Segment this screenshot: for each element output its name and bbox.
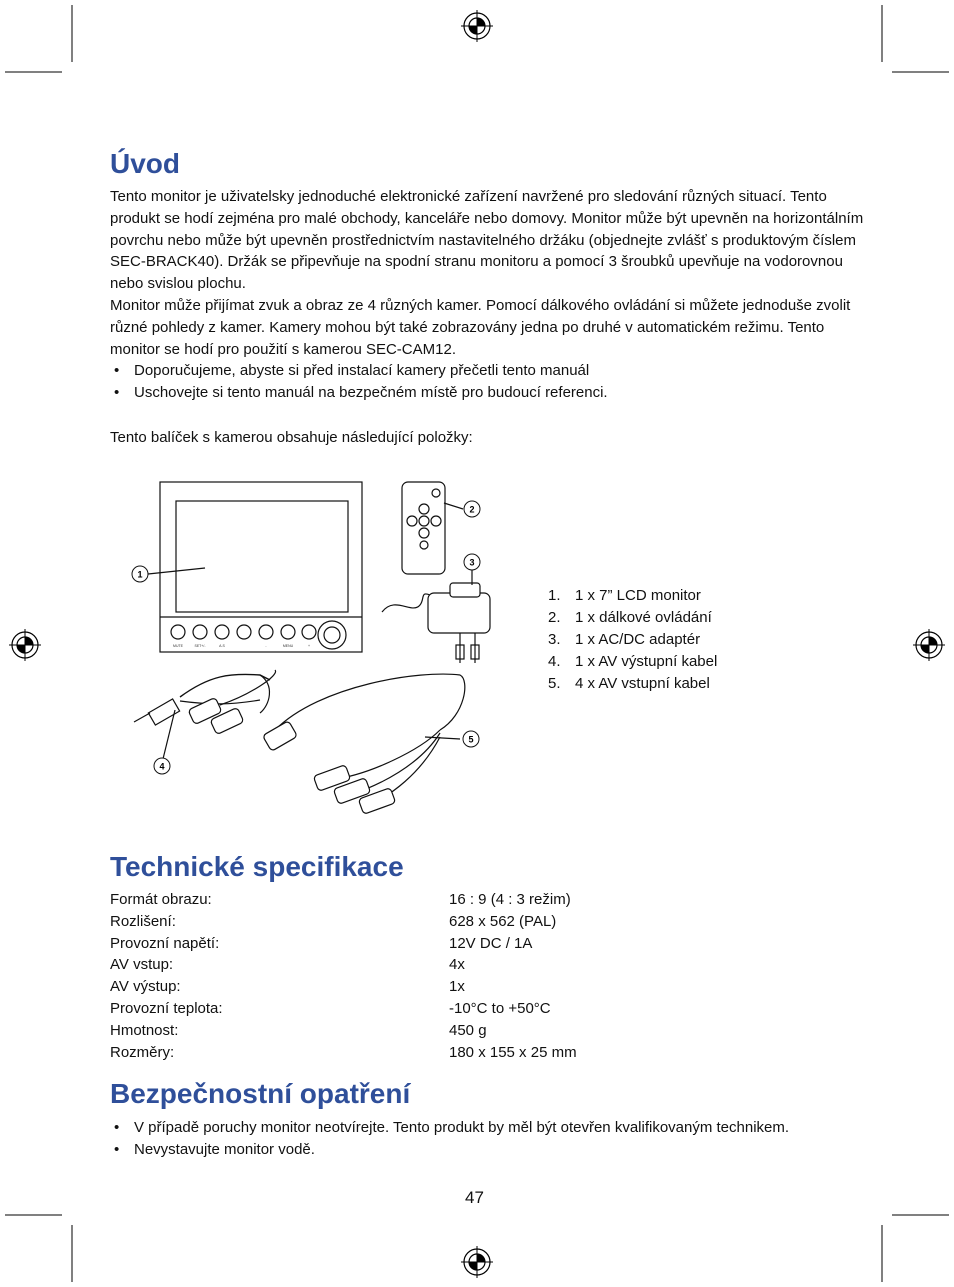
spec-value: 1x bbox=[449, 978, 465, 996]
package-item-number: 4. bbox=[548, 653, 561, 670]
spec-row bbox=[110, 976, 577, 998]
spec-row bbox=[110, 1020, 577, 1042]
package-item-number: 5. bbox=[548, 675, 561, 692]
intro-paragraph-2: Monitor může přijímat zvuk a obraz ze 4 různých kamer. Pomocí dálkového ovládání si můžete jednoduše zvolit různé pohledy z kamer. Kamery mohou být také zobrazovány jedna po druhé v automatickém režimu. Tento monitor se hodí pro použití s kamerou SEC-CAM12. bbox=[110, 296, 851, 358]
specs-heading: Technické specifikace bbox=[110, 851, 404, 882]
package-item-text: 4 x AV vstupní kabel bbox=[575, 675, 710, 692]
spec-value: 4x bbox=[449, 956, 465, 974]
intro-paragraph-1: Tento monitor je uživatelsky jednoduché elektronické zařízení navržené pro sledování různých situací. Tento produkt se hodí zejména pro malé obchody, kanceláře nebo domovy. Monitor může být upevněn na horizontálním povrchu nebo může být upevněn prostřednictvím nastavitelného držáku (objednejte zvlášť s produktovým číslem SEC-BRACK40). Držák se připevňuje na spodní stranu monitoru a pomocí 3 šroubků upevňuje na vodorovnou nebo svislou plochu. bbox=[110, 188, 864, 293]
spec-row bbox=[110, 998, 577, 1020]
monitor-button-label: + bbox=[307, 644, 311, 648]
package-item-text: 1 x AC/DC adaptér bbox=[575, 631, 701, 648]
callout-5 bbox=[463, 731, 479, 747]
spec-value: 450 g bbox=[449, 1021, 487, 1039]
spec-value: 628 x 562 (PAL) bbox=[449, 912, 557, 930]
spec-value: 180 x 155 x 25 mm bbox=[449, 1043, 577, 1061]
package-item-number: 3. bbox=[548, 631, 561, 648]
spec-row bbox=[110, 889, 577, 911]
package-item-text: 1 x dálkové ovládání bbox=[575, 609, 712, 626]
safety-bullet: • V případě poruchy monitor neotvírejte. Tento produkt by měl být otevřen kvalifikovaným technikem. bbox=[110, 1117, 789, 1139]
callout-2 bbox=[464, 501, 480, 517]
av-input-cable-drawing bbox=[263, 674, 465, 814]
callout-4-label: 4 bbox=[159, 761, 165, 772]
safety-bullet: • Nevystavujte monitor vodě. bbox=[110, 1139, 789, 1161]
package-items-list bbox=[548, 585, 717, 695]
spec-row bbox=[110, 954, 577, 976]
spec-value: -10°C to +50°C bbox=[449, 999, 551, 1017]
spec-row bbox=[110, 911, 577, 933]
spec-row bbox=[110, 1042, 577, 1064]
package-item bbox=[548, 673, 717, 695]
spec-value: 16 : 9 (4 : 3 režim) bbox=[449, 891, 571, 908]
callout-5-label: 5 bbox=[468, 734, 474, 745]
package-item-text: 1 x AV výstupní kabel bbox=[575, 653, 718, 670]
intro-heading: Úvod bbox=[110, 148, 180, 179]
spec-label: AV vstup: bbox=[110, 956, 174, 974]
remote-control-drawing bbox=[402, 482, 445, 574]
intro-text bbox=[110, 186, 870, 360]
callout-3 bbox=[464, 554, 480, 570]
av-output-cable-drawing bbox=[134, 670, 276, 735]
spec-label: Rozměry: bbox=[110, 1043, 175, 1061]
registration-mark-left-icon bbox=[8, 628, 42, 662]
intro-bullet: • Doporučujeme, abyste si před instalací kamery přečetli tento manuál bbox=[110, 360, 608, 382]
spec-label: Formát obrazu: bbox=[110, 891, 212, 908]
lcd-monitor-drawing bbox=[160, 482, 362, 652]
safety-heading: Bezpečnostní opatření bbox=[110, 1078, 411, 1109]
spec-label: Rozlišení: bbox=[110, 912, 176, 930]
package-contents-illustration bbox=[120, 475, 520, 825]
spec-label: Provozní napětí: bbox=[110, 934, 220, 952]
intro-bullet-list bbox=[110, 360, 608, 404]
package-item bbox=[548, 651, 717, 673]
registration-mark-right-icon bbox=[912, 628, 946, 662]
safety-bullet-list bbox=[110, 1117, 789, 1161]
callout-4 bbox=[154, 758, 170, 774]
registration-mark-bottom-icon bbox=[460, 1245, 494, 1279]
package-item bbox=[548, 585, 717, 607]
callout-2-label: 2 bbox=[469, 504, 475, 515]
intro-bullet: • Uschovejte si tento manuál na bezpečném místě pro budoucí referenci. bbox=[110, 382, 608, 404]
registration-mark-top-icon bbox=[460, 9, 494, 43]
callout-1-label: 1 bbox=[137, 569, 143, 580]
monitor-button-label: MUTE bbox=[173, 644, 183, 648]
monitor-button-label: - bbox=[265, 644, 267, 648]
package-item-number: 2. bbox=[548, 609, 561, 626]
package-item bbox=[548, 607, 717, 629]
spec-label: Provozní teplota: bbox=[110, 999, 223, 1017]
package-item bbox=[548, 629, 717, 651]
page-number: 47 bbox=[465, 1188, 484, 1207]
spec-value: 12V DC / 1A bbox=[449, 934, 533, 952]
monitor-button-label: MENU bbox=[282, 644, 294, 648]
callout-3-label: 3 bbox=[469, 557, 475, 568]
spec-label: Hmotnost: bbox=[110, 1021, 179, 1039]
monitor-button-label: SET+/- bbox=[194, 644, 206, 648]
specs-table bbox=[110, 889, 577, 1063]
monitor-button-label: A.S bbox=[219, 644, 225, 648]
callout-1 bbox=[132, 566, 148, 582]
package-intro: Tento balíček s kamerou obsahuje následující položky: bbox=[110, 429, 473, 446]
ac-dc-adapter-drawing bbox=[382, 583, 490, 663]
package-item-number: 1. bbox=[548, 587, 561, 604]
package-item-text: 1 x 7” LCD monitor bbox=[575, 587, 701, 604]
spec-label: AV výstup: bbox=[110, 978, 181, 996]
spec-row bbox=[110, 933, 577, 955]
